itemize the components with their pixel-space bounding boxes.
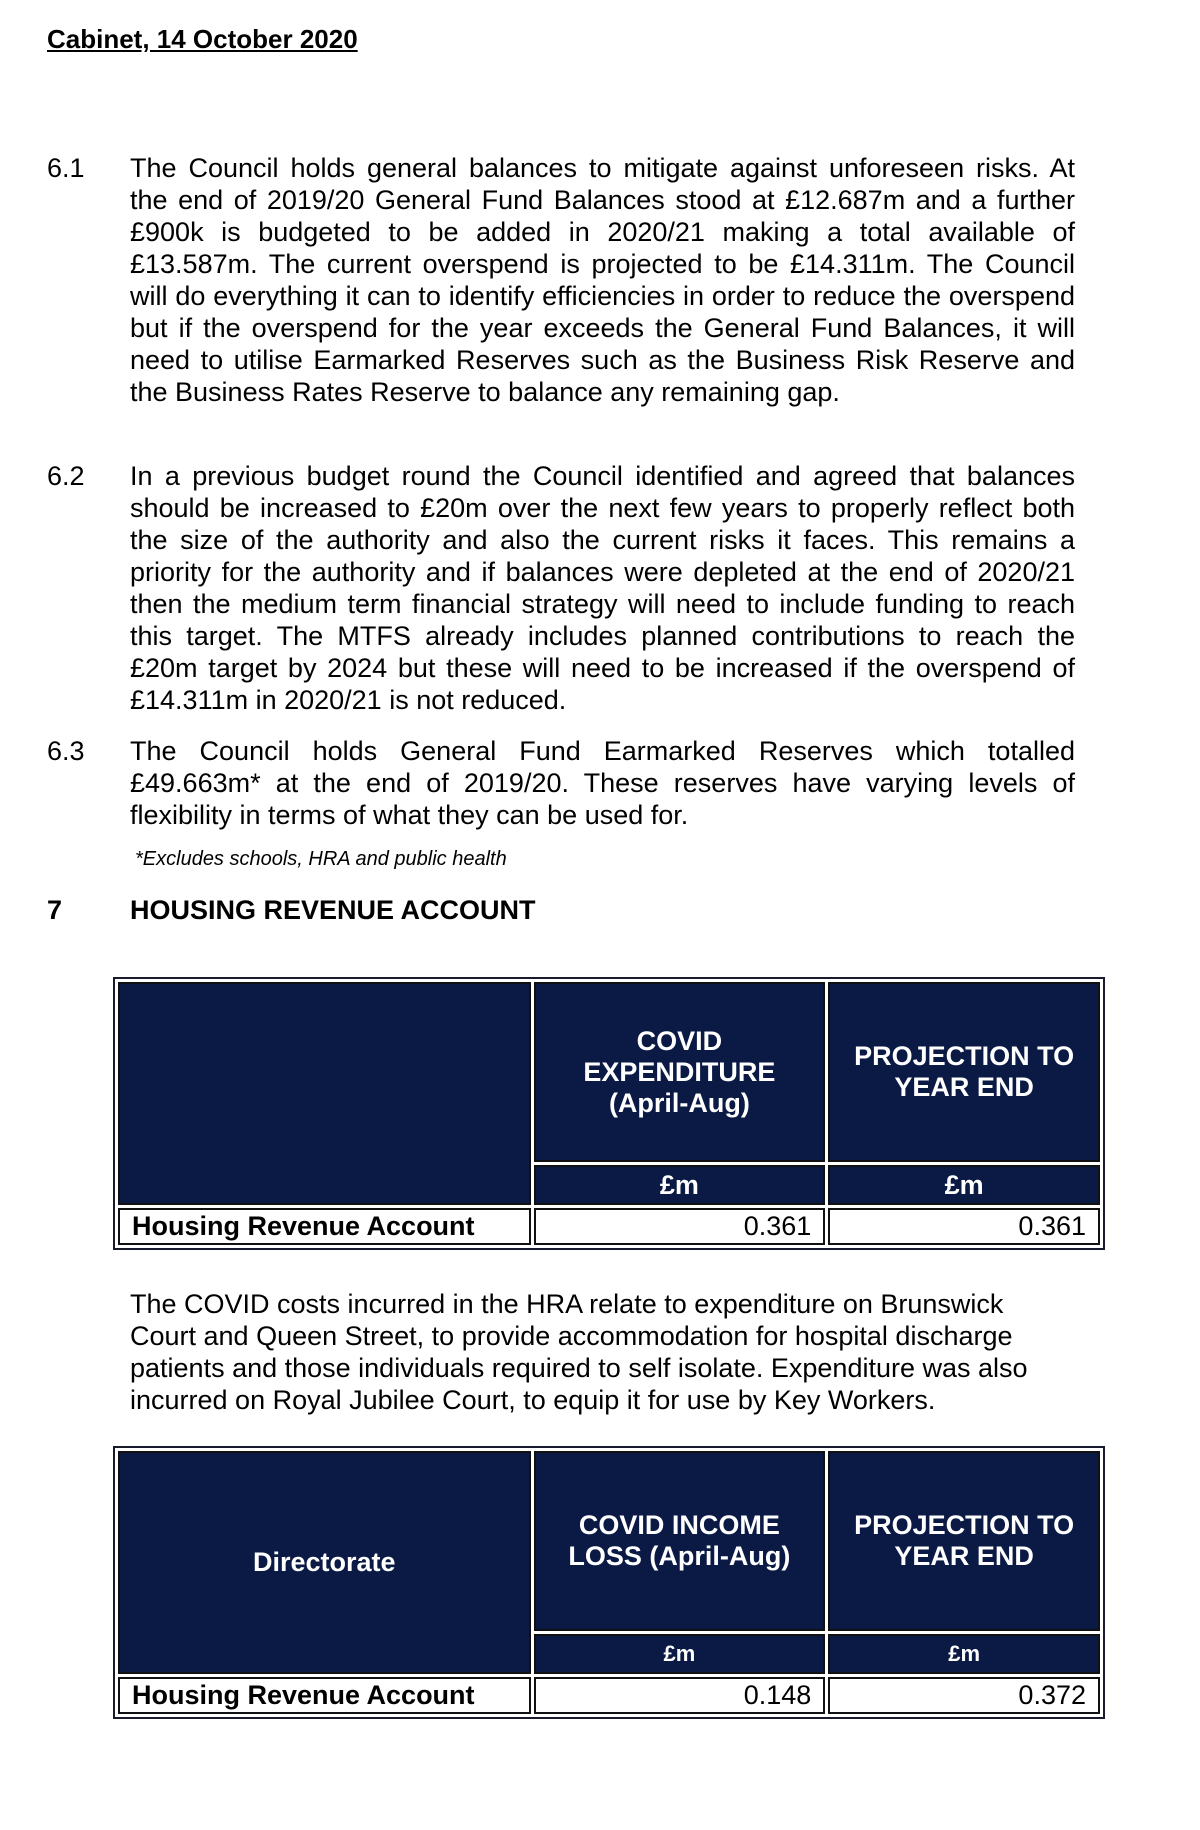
row-value-projection: 0.372	[828, 1677, 1100, 1714]
header-covid-expenditure: COVID EXPENDITURE (April-Aug)	[534, 982, 826, 1162]
header-covid-income-loss: COVID INCOME LOSS (April-Aug)	[534, 1451, 826, 1631]
paragraph-6-2	[47, 460, 1075, 716]
unit-cell: £m	[534, 1165, 826, 1205]
table-row	[118, 1677, 1100, 1714]
covid-expenditure-table	[113, 977, 1105, 1250]
row-value-income-loss: 0.148	[534, 1677, 826, 1714]
row-value-expenditure: 0.361	[534, 1208, 826, 1245]
row-value-projection: 0.361	[828, 1208, 1100, 1245]
footnote: *Excludes schools, HRA and public health	[135, 848, 507, 870]
header-directorate: Directorate	[118, 1451, 531, 1674]
unit-cell: £m	[534, 1634, 826, 1674]
page-header: Cabinet, 14 October 2020	[47, 24, 358, 54]
header-projection-year-end: PROJECTION TO YEAR END	[828, 982, 1100, 1162]
paragraph-number: 6.1	[47, 153, 85, 183]
paragraph-number: 6.3	[47, 736, 85, 766]
section-title: HOUSING REVENUE ACCOUNT	[130, 895, 536, 925]
paragraph-text: The Council holds General Fund Earmarked Reserves which totalled £49.663m* at the end of 2019/20. These reserves have varying levels of flexibility in terms of what they can be used for.	[130, 736, 1075, 830]
paragraph-text: The Council holds general balances to mitigate against unforeseen risks. At the end of 2019/20 General Fund Balances stood at £12.687m and a further £900k is budgeted to be added in 2020/21 making a total available of £13.587m. The current overspend is projected to be £14.311m. The Council will do everything it can to identify efficiencies in order to reduce the overspend but if the overspend for the year exceeds the General Fund Balances, it will need to utilise Earmarked Reserves such as the Business Risk Reserve and the Business Rates Reserve to balance any remaining gap.	[130, 153, 1075, 407]
hra-paragraph: The COVID costs incurred in the HRA relate to expenditure on Brunswick Court and Queen Street, to provide accommodation for hospital discharge patients and those individuals required to self isolate. Expenditure was also incurred on Royal Jubilee Court, to equip it for use by Key Workers.	[130, 1289, 1028, 1415]
header-projection-year-end: PROJECTION TO YEAR END	[828, 1451, 1100, 1631]
paragraph-number: 6.2	[47, 461, 85, 491]
unit-cell: £m	[828, 1634, 1100, 1674]
paragraph-6-1	[47, 152, 1075, 408]
row-label: Housing Revenue Account	[118, 1677, 531, 1714]
row-label: Housing Revenue Account	[118, 1208, 531, 1245]
table-row	[118, 1208, 1100, 1245]
header-blank-cell	[118, 982, 531, 1205]
paragraph-6-3	[47, 735, 1075, 831]
unit-cell: £m	[828, 1165, 1100, 1205]
paragraph-text: In a previous budget round the Council identified and agreed that balances should be increased to £20m over the next few years to properly reflect both the size of the authority and also the current risks it faces. This remains a priority for the authority and if balances were depleted at the end of 2020/21 then the medium term financial strategy will need to include funding to reach this target. The MTFS already includes planned contributions to reach the £20m target by 2024 but these will need to be increased if the overspend of £14.311m in 2020/21 is not reduced.	[130, 461, 1075, 715]
covid-income-loss-table	[113, 1446, 1105, 1719]
section-number: 7	[47, 895, 63, 925]
